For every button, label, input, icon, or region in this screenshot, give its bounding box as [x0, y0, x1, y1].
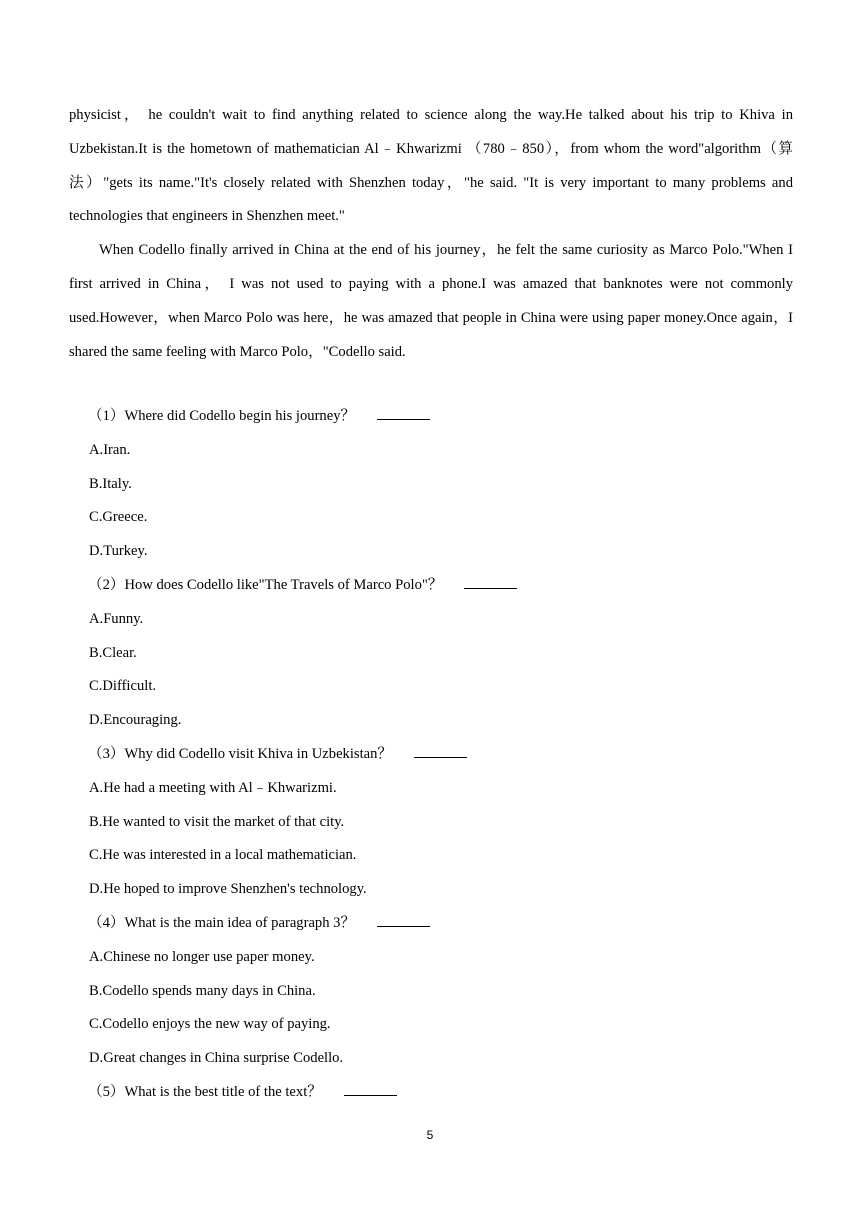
question-3-option-d: D.He hoped to improve Shenzhen's technology.	[89, 881, 367, 898]
question-2-option-a: A.Funny.	[89, 610, 144, 627]
question-3	[88, 738, 793, 772]
question-5	[88, 1076, 793, 1110]
question-1-option-b: B.Italy.	[89, 475, 132, 492]
question-1	[88, 400, 793, 434]
question-5-prompt: （5）What is the best title of the text？	[88, 1083, 322, 1100]
question-4-option-b: B.Codello spends many days in China.	[89, 982, 316, 999]
question-5-answer-blank	[344, 1081, 397, 1096]
question-1-option-a: A.Iran.	[89, 441, 131, 458]
question-1-answer-blank	[377, 405, 430, 420]
question-2-option-d: D.Encouraging.	[89, 712, 182, 729]
question-1-prompt: （1）Where did Codello begin his journey？	[88, 408, 356, 424]
question-list	[89, 400, 793, 1110]
question-4	[88, 907, 793, 941]
question-2-prompt: （2）How does Codello like"The Travels of Marco Polo"？	[88, 576, 443, 593]
question-4-option-d: D.Great changes in China surprise Codello.	[89, 1050, 344, 1067]
question-4-option-c: C.Codello enjoys the new way of paying.	[89, 1016, 331, 1033]
question-2-option-c: C.Difficult.	[89, 678, 157, 695]
question-2-option-b: B.Clear.	[89, 644, 137, 661]
question-3-option-a: A.He had a meeting with Al﹣Khwarizmi.	[89, 779, 337, 796]
passage-paragraph-1: physicist， he couldn't wait to find anything related to science along the way.He talked about his trip to Khiva in Uzbekistan.It is the hometown of mathematician Al﹣Khwarizmi （780﹣850），from whom the word"algorithm（算法）"gets its name."It's closely related with Shenzhen today，"he said. "It is very important to many problems and technologies that engineers in Shenzhen meet."	[69, 107, 793, 225]
question-3-option-c: C.He was interested in a local mathematician.	[89, 847, 357, 864]
question-4-option-a: A.Chinese no longer use paper money.	[89, 948, 315, 965]
passage-paragraph-2: When Codello finally arrived in China at the end of his journey，he felt the same curiosity as Marco Polo."When I first arrived in China， I was not used to paying with a phone.I was amazed that banknotes were not commonly used.However，when Marco Polo was here，he was amazed that people in China were using paper money.Once again，I shared the same feeling with Marco Polo，"Codello said.	[69, 242, 793, 360]
question-2	[88, 569, 793, 603]
reading-passage	[69, 99, 793, 369]
page-number: 5	[426, 1128, 434, 1142]
question-4-prompt: （4）What is the main idea of paragraph 3？	[88, 914, 356, 931]
question-3-answer-blank	[414, 743, 467, 758]
question-3-option-b: B.He wanted to visit the market of that city.	[89, 813, 345, 830]
question-2-answer-blank	[464, 574, 517, 589]
question-3-prompt: （3）Why did Codello visit Khiva in Uzbekistan？	[88, 745, 393, 762]
question-4-answer-blank	[377, 912, 430, 927]
question-1-option-c: C.Greece.	[89, 509, 148, 526]
question-1-option-d: D.Turkey.	[89, 543, 148, 560]
